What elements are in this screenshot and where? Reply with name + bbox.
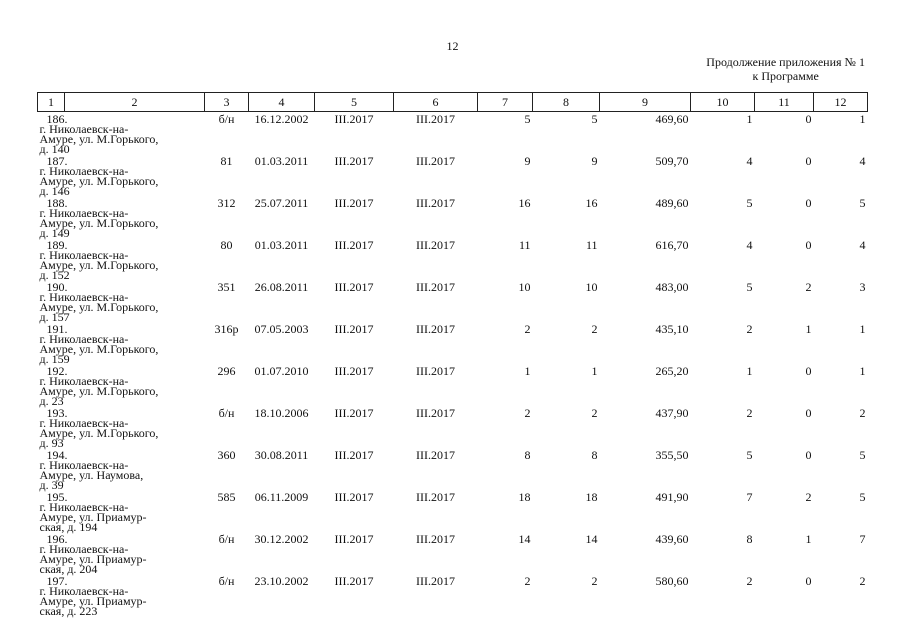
address-line: Амуре, ул. Наумова, bbox=[39, 468, 144, 482]
address-line: Амуре, ул. М.Горького, bbox=[39, 426, 159, 440]
row-number: 192. bbox=[46, 364, 68, 378]
address-line: г. Николаевск-на- bbox=[39, 500, 129, 514]
apartment-number-cell: б/н bbox=[218, 574, 235, 588]
row-number: 188. bbox=[46, 196, 68, 210]
count-cell: 2 bbox=[859, 406, 866, 420]
count-cell: 9 bbox=[524, 154, 531, 168]
period-start-cell: III.2017 bbox=[334, 322, 374, 336]
count-cell: 7 bbox=[859, 532, 866, 546]
count-cell: 5 bbox=[746, 448, 753, 462]
address-line: г. Николаевск-на- bbox=[39, 542, 129, 556]
address-cell bbox=[38, 322, 205, 364]
date-cell: 30.12.2002 bbox=[254, 532, 309, 546]
count-cell: 1 bbox=[746, 364, 753, 378]
address-line: Амуре, ул. М.Горького, bbox=[39, 216, 159, 230]
count-cell: 14 bbox=[585, 532, 598, 546]
date-cell: 26.08.2011 bbox=[254, 280, 309, 294]
area-cell: 435,10 bbox=[655, 322, 689, 336]
address-line: ская, д. 194 bbox=[39, 520, 98, 534]
area-cell: 580,60 bbox=[655, 574, 689, 588]
count-cell: 0 bbox=[805, 448, 812, 462]
table-row bbox=[38, 406, 868, 448]
period-end-cell: III.2017 bbox=[416, 154, 455, 168]
address-line: д. 93 bbox=[39, 436, 64, 450]
row-number: 187. bbox=[46, 154, 68, 168]
count-cell: 16 bbox=[585, 196, 598, 210]
count-cell: 2 bbox=[524, 322, 531, 336]
period-start-cell: III.2017 bbox=[334, 238, 374, 252]
apartment-number-cell: 296 bbox=[217, 364, 236, 378]
count-cell: 2 bbox=[859, 574, 866, 588]
address-line: Амуре, ул. Приамур- bbox=[39, 552, 147, 566]
period-end-cell: III.2017 bbox=[416, 448, 455, 462]
address-line: г. Николаевск-на- bbox=[39, 290, 129, 304]
area-cell: 265,20 bbox=[655, 364, 689, 378]
count-cell: 2 bbox=[805, 280, 812, 294]
table-row bbox=[38, 532, 868, 574]
area-cell: 483,00 bbox=[655, 280, 689, 294]
address-line: д. 39 bbox=[39, 478, 64, 492]
row-number: 193. bbox=[46, 406, 68, 420]
date-cell: 25.07.2011 bbox=[254, 196, 309, 210]
count-cell: 4 bbox=[859, 238, 866, 252]
count-cell: 0 bbox=[805, 364, 812, 378]
count-cell: 5 bbox=[591, 112, 598, 126]
address-cell bbox=[38, 280, 205, 322]
apartment-number-cell: 360 bbox=[217, 448, 236, 462]
date-cell: 01.03.2011 bbox=[254, 238, 309, 252]
address-line: Амуре, ул. М.Горького, bbox=[39, 132, 159, 146]
apartment-number-cell: б/н bbox=[218, 112, 235, 126]
date-cell: 23.10.2002 bbox=[254, 574, 309, 588]
address-cell bbox=[38, 112, 205, 155]
table-row bbox=[38, 280, 868, 322]
count-cell: 4 bbox=[859, 154, 866, 168]
count-cell: 1 bbox=[859, 112, 866, 126]
count-cell: 0 bbox=[805, 406, 812, 420]
address-line: г. Николаевск-на- bbox=[39, 122, 129, 136]
column-header-3: 3 bbox=[205, 93, 249, 112]
address-line: ская, д. 223 bbox=[39, 604, 98, 618]
count-cell: 1 bbox=[746, 112, 753, 126]
period-start-cell: III.2017 bbox=[334, 448, 374, 462]
continuation-line-2: к Программе bbox=[752, 69, 819, 83]
column-header-7: 7 bbox=[478, 93, 533, 112]
count-cell: 5 bbox=[746, 196, 753, 210]
count-cell: 16 bbox=[518, 196, 531, 210]
address-line: Амуре, ул. М.Горького, bbox=[39, 174, 159, 188]
address-cell bbox=[38, 574, 205, 616]
column-header-10: 10 bbox=[691, 93, 755, 112]
apartment-number-cell: 585 bbox=[217, 490, 236, 504]
count-cell: 18 bbox=[585, 490, 598, 504]
table-row bbox=[38, 574, 868, 616]
table-row bbox=[38, 154, 868, 196]
address-line: г. Николаевск-на- bbox=[39, 206, 129, 220]
period-start-cell: III.2017 bbox=[334, 532, 374, 546]
column-header-11: 11 bbox=[755, 93, 814, 112]
row-number: 197. bbox=[46, 574, 68, 588]
period-end-cell: III.2017 bbox=[416, 238, 455, 252]
column-header-6: 6 bbox=[394, 93, 478, 112]
address-cell bbox=[38, 532, 205, 574]
area-cell: 439,60 bbox=[655, 532, 689, 546]
count-cell: 4 bbox=[746, 154, 753, 168]
address-line: д. 146 bbox=[39, 184, 70, 198]
address-line: г. Николаевск-на- bbox=[39, 332, 129, 346]
row-number: 190. bbox=[46, 280, 68, 294]
count-cell: 0 bbox=[805, 112, 812, 126]
count-cell: 3 bbox=[859, 280, 866, 294]
count-cell: 2 bbox=[524, 574, 531, 588]
row-number: 191. bbox=[46, 322, 68, 336]
area-cell: 437,90 bbox=[655, 406, 689, 420]
address-line: Амуре, ул. М.Горького, bbox=[39, 384, 159, 398]
address-line: Амуре, ул. Приамур- bbox=[39, 510, 147, 524]
period-start-cell: III.2017 bbox=[334, 406, 374, 420]
row-number: 186. bbox=[46, 112, 68, 126]
period-end-cell: III.2017 bbox=[416, 196, 455, 210]
count-cell: 2 bbox=[746, 406, 753, 420]
column-header-12: 12 bbox=[814, 93, 868, 112]
count-cell: 1 bbox=[859, 364, 866, 378]
address-cell bbox=[38, 196, 205, 238]
count-cell: 10 bbox=[585, 280, 598, 294]
address-line: г. Николаевск-на- bbox=[39, 164, 129, 178]
count-cell: 18 bbox=[518, 490, 531, 504]
count-cell: 2 bbox=[746, 322, 753, 336]
table-row bbox=[38, 322, 868, 364]
period-end-cell: III.2017 bbox=[416, 364, 455, 378]
address-line: г. Николаевск-на- bbox=[39, 584, 129, 598]
table-body bbox=[38, 112, 868, 617]
area-cell: 469,60 bbox=[655, 112, 689, 126]
count-cell: 8 bbox=[524, 448, 531, 462]
address-line: д. 23 bbox=[39, 394, 64, 408]
count-cell: 5 bbox=[859, 448, 866, 462]
date-cell: 01.07.2010 bbox=[254, 364, 309, 378]
apartment-number-cell: 351 bbox=[217, 280, 236, 294]
count-cell: 0 bbox=[805, 196, 812, 210]
row-number: 189. bbox=[46, 238, 68, 252]
count-cell: 8 bbox=[746, 532, 753, 546]
address-line: г. Николаевск-на- bbox=[39, 458, 129, 472]
count-cell: 9 bbox=[591, 154, 598, 168]
address-cell bbox=[38, 490, 205, 532]
column-header-4: 4 bbox=[249, 93, 315, 112]
count-cell: 5 bbox=[859, 196, 866, 210]
row-number: 194. bbox=[46, 448, 68, 462]
date-cell: 06.11.2009 bbox=[254, 490, 309, 504]
count-cell: 10 bbox=[518, 280, 531, 294]
period-start-cell: III.2017 bbox=[334, 364, 374, 378]
column-header-5: 5 bbox=[315, 93, 394, 112]
table-row bbox=[38, 364, 868, 406]
table-row bbox=[38, 238, 868, 280]
date-cell: 07.05.2003 bbox=[254, 322, 309, 336]
address-line: д. 149 bbox=[39, 226, 70, 240]
table-row bbox=[38, 490, 868, 532]
row-number: 196. bbox=[46, 532, 68, 546]
address-line: Амуре, ул. М.Горького, bbox=[39, 300, 159, 314]
period-end-cell: III.2017 bbox=[416, 322, 455, 336]
address-line: д. 157 bbox=[39, 310, 70, 324]
apartment-number-cell: 312 bbox=[217, 196, 236, 210]
count-cell: 7 bbox=[746, 490, 753, 504]
count-cell: 14 bbox=[518, 532, 531, 546]
area-cell: 489,60 bbox=[655, 196, 689, 210]
continuation-note bbox=[706, 55, 865, 83]
count-cell: 1 bbox=[591, 364, 598, 378]
address-line: Амуре, ул. М.Горького, bbox=[39, 258, 159, 272]
apartment-number-cell: 80 bbox=[220, 238, 233, 252]
date-cell: 30.08.2011 bbox=[254, 448, 309, 462]
count-cell: 11 bbox=[585, 238, 598, 252]
count-cell: 4 bbox=[746, 238, 753, 252]
period-start-cell: III.2017 bbox=[334, 154, 374, 168]
address-line: г. Николаевск-на- bbox=[39, 374, 129, 388]
apartment-number-cell: б/н bbox=[218, 532, 235, 546]
address-line: Амуре, ул. Приамур- bbox=[39, 594, 147, 608]
address-line: д. 159 bbox=[39, 352, 70, 366]
count-cell: 0 bbox=[805, 238, 812, 252]
period-end-cell: III.2017 bbox=[416, 532, 455, 546]
column-header-8: 8 bbox=[533, 93, 600, 112]
count-cell: 2 bbox=[805, 490, 812, 504]
address-cell bbox=[38, 364, 205, 406]
address-line: Амуре, ул. М.Горького, bbox=[39, 342, 159, 356]
page-number: 12 bbox=[446, 39, 459, 53]
count-cell: 11 bbox=[518, 238, 531, 252]
area-cell: 616,70 bbox=[655, 238, 689, 252]
date-cell: 18.10.2006 bbox=[254, 406, 309, 420]
area-cell: 355,50 bbox=[655, 448, 689, 462]
address-cell bbox=[38, 154, 205, 196]
address-cell bbox=[38, 448, 205, 490]
table-row bbox=[38, 196, 868, 238]
continuation-line-1: Продолжение приложения № 1 bbox=[706, 55, 865, 69]
address-line: д. 140 bbox=[39, 142, 70, 156]
period-end-cell: III.2017 bbox=[416, 280, 455, 294]
period-start-cell: III.2017 bbox=[334, 280, 374, 294]
address-cell bbox=[38, 406, 205, 448]
count-cell: 0 bbox=[805, 154, 812, 168]
count-cell: 1 bbox=[805, 532, 812, 546]
count-cell: 5 bbox=[746, 280, 753, 294]
count-cell: 2 bbox=[591, 322, 598, 336]
count-cell: 5 bbox=[859, 490, 866, 504]
address-line: ская, д. 204 bbox=[39, 562, 98, 576]
count-cell: 0 bbox=[805, 574, 812, 588]
count-cell: 2 bbox=[746, 574, 753, 588]
count-cell: 5 bbox=[524, 112, 531, 126]
column-header-2: 2 bbox=[65, 93, 205, 112]
apartment-number-cell: 81 bbox=[220, 154, 233, 168]
area-cell: 509,70 bbox=[655, 154, 689, 168]
count-cell: 1 bbox=[524, 364, 531, 378]
address-line: г. Николаевск-на- bbox=[39, 248, 129, 262]
period-end-cell: III.2017 bbox=[416, 406, 455, 420]
count-cell: 1 bbox=[805, 322, 812, 336]
row-number: 195. bbox=[46, 490, 68, 504]
period-end-cell: III.2017 bbox=[416, 490, 455, 504]
period-end-cell: III.2017 bbox=[416, 574, 455, 588]
period-start-cell: III.2017 bbox=[334, 112, 374, 126]
period-start-cell: III.2017 bbox=[334, 490, 374, 504]
table-row bbox=[38, 448, 868, 490]
date-cell: 16.12.2002 bbox=[254, 112, 309, 126]
count-cell: 8 bbox=[591, 448, 598, 462]
address-line: г. Николаевск-на- bbox=[39, 416, 129, 430]
period-start-cell: III.2017 bbox=[334, 574, 374, 588]
period-start-cell: III.2017 bbox=[334, 196, 374, 210]
column-header-9: 9 bbox=[600, 93, 691, 112]
apartment-number-cell: 316р bbox=[214, 322, 239, 336]
count-cell: 2 bbox=[591, 406, 598, 420]
table-row bbox=[38, 112, 868, 155]
count-cell: 2 bbox=[591, 574, 598, 588]
address-cell bbox=[38, 238, 205, 280]
address-line: д. 152 bbox=[39, 268, 70, 282]
area-cell: 491,90 bbox=[655, 490, 689, 504]
housing-table bbox=[37, 92, 868, 616]
column-header-1: 1 bbox=[38, 93, 65, 112]
count-cell: 1 bbox=[859, 322, 866, 336]
period-end-cell: III.2017 bbox=[416, 112, 455, 126]
date-cell: 01.03.2011 bbox=[254, 154, 309, 168]
apartment-number-cell: б/н bbox=[218, 406, 235, 420]
header-row bbox=[38, 93, 868, 112]
count-cell: 2 bbox=[524, 406, 531, 420]
